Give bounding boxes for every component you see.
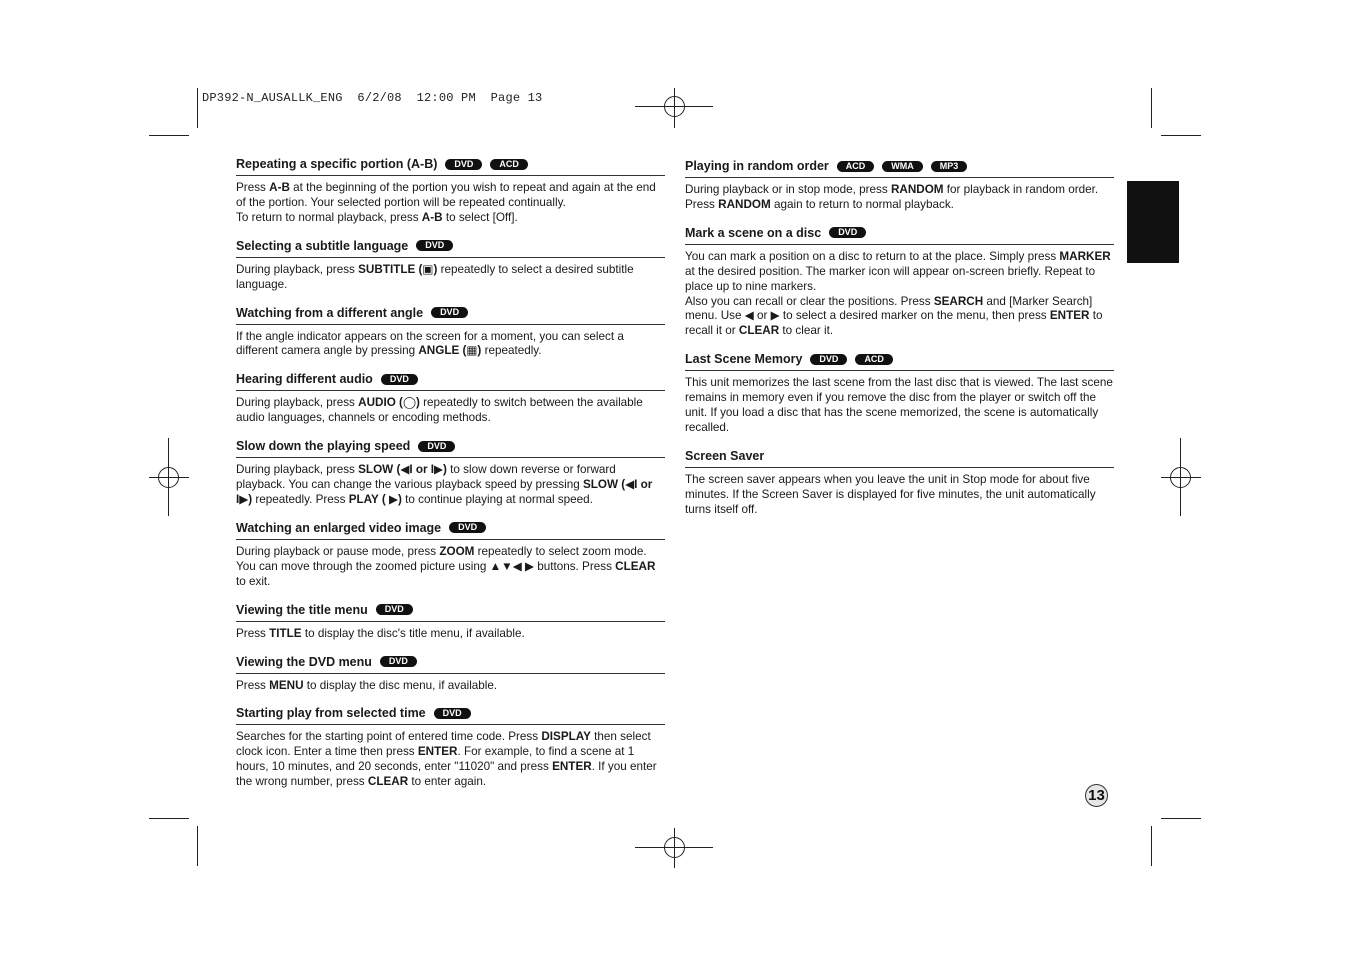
section-title: Watching from a different angle xyxy=(236,305,424,320)
section xyxy=(236,439,665,508)
section-heading xyxy=(685,159,1114,178)
disc-type-badge: DVD xyxy=(418,441,455,452)
section xyxy=(236,706,665,790)
section-body: During playback or pause mode, press ZOOM repeatedly to select zoom mode. You can move through the zoomed picture using ▲▼◀ ▶ buttons. Press CLEAR to exit. xyxy=(236,544,656,588)
section-title: Viewing the DVD menu xyxy=(236,654,372,669)
section xyxy=(685,449,1114,518)
chapter-tab xyxy=(1127,181,1179,263)
section xyxy=(236,603,665,642)
section xyxy=(236,521,665,590)
disc-type-badge: ACD xyxy=(855,354,893,365)
section-heading xyxy=(685,449,1114,468)
disc-type-badge: WMA xyxy=(882,161,923,172)
section-heading xyxy=(236,439,665,458)
section-heading xyxy=(685,226,1114,245)
section-title: Playing in random order xyxy=(685,159,829,173)
section-heading xyxy=(236,306,665,325)
section-body: Press MENU to display the disc menu, if available. xyxy=(236,678,498,692)
section-body: During playback, press AUDIO (◯) repeatedly to switch between the available audio languages, channels or encoding methods. xyxy=(236,396,643,425)
disc-type-badge: DVD xyxy=(381,374,418,385)
section-body: Press TITLE to display the disc's title menu, if available. xyxy=(236,626,525,640)
section-heading xyxy=(236,372,665,391)
left-column xyxy=(236,157,665,803)
disc-type-badge: DVD xyxy=(449,522,486,533)
section-title: Selecting a subtitle language xyxy=(236,238,409,253)
disc-type-badge: DVD xyxy=(376,604,413,615)
disc-type-badge: DVD xyxy=(416,240,453,251)
section xyxy=(236,157,665,226)
section xyxy=(685,352,1114,436)
section-title: Watching an enlarged video image xyxy=(236,520,442,535)
section-body: You can mark a position on a disc to return to at the place. Simply press MARKER at the desired position. The marker icon will appear on-screen briefly. Repeat to place up to nine markers. Also you can recall or clear the positions. Press SEARCH and [Marker Search] menu. Use ◀ or ▶ to select a desired marker on the menu, then press ENTER to recall it or CLEAR to clear it. xyxy=(685,249,1111,338)
section-title: Last Scene Memory xyxy=(685,352,803,367)
section-heading xyxy=(685,352,1114,371)
section-body: This unit memorizes the last scene from the last disc that is viewed. The last scene remains in memory even if you remove the disc from the player or switch off the unit. If you load a disc that has the scene memorized, the scene is automatically recalled. xyxy=(685,376,1113,434)
disc-type-badge: ACD xyxy=(490,159,528,170)
disc-type-badge: ACD xyxy=(837,161,875,172)
section-title: Viewing the title menu xyxy=(236,602,368,617)
print-slug-line: DP392-N_AUSALLK_ENG 6/2/08 12:00 PM Page 13 xyxy=(202,91,543,105)
section-body: Press A-B at the beginning of the portion you wish to repeat and again at the end of the portion. Your selected portion will be repeated continually. To return to normal playback, press A-B to select [Off]. xyxy=(236,181,656,224)
right-column xyxy=(685,159,1114,531)
disc-type-badge: DVD xyxy=(829,227,866,238)
section xyxy=(685,226,1114,339)
section-body: The screen saver appears when you leave the unit in Stop mode for about five minutes. If the Screen Saver is displayed for five minutes, the unit automatically turns itself off. xyxy=(685,472,1096,516)
section xyxy=(236,239,665,293)
section-body: During playback, press SUBTITLE (▣) repeatedly to select a desired subtitle language. xyxy=(236,262,634,291)
disc-type-badge: DVD xyxy=(810,354,847,365)
section-title: Slow down the playing speed xyxy=(236,439,411,454)
section-title: Screen Saver xyxy=(685,448,765,463)
section-body: During playback or in stop mode, press RANDOM for playback in random order. Press RANDOM again to return to normal playback. xyxy=(685,183,1099,211)
section-heading xyxy=(236,655,665,674)
section-body: If the angle indicator appears on the screen for a moment, you can select a different camera angle by pressing ANGLE (▦) repeatedly. xyxy=(236,329,624,358)
disc-type-badge: DVD xyxy=(380,656,417,667)
section-title: Hearing different audio xyxy=(236,372,373,387)
disc-type-badge: DVD xyxy=(445,159,482,170)
section-title: Starting play from selected time xyxy=(236,706,426,721)
section xyxy=(236,372,665,426)
section-heading xyxy=(236,603,665,622)
disc-type-badge: DVD xyxy=(431,307,468,318)
disc-type-badge: DVD xyxy=(434,708,471,719)
section xyxy=(236,655,665,694)
section-heading xyxy=(236,521,665,540)
section-body: During playback, press SLOW (◀I or I▶) to slow down reverse or forward playback. You can change the various playback speed by pressing SLOW (◀I or I▶) repeatedly. Press PLAY ( ▶) to continue playing at normal speed. xyxy=(236,463,653,506)
section-body: Searches for the starting point of entered time code. Press DISPLAY then select clock icon. Enter a time then press ENTER. For example, to find a scene at 1 hours, 10 minutes, and 20 seconds, enter "11020" and press ENTER. If you enter the wrong number, press CLEAR to enter again. xyxy=(236,730,657,789)
section-heading xyxy=(236,157,665,176)
section-heading xyxy=(236,706,665,725)
section-title: Repeating a specific portion (A-B) xyxy=(236,157,438,171)
section xyxy=(236,306,665,360)
disc-type-badge: MP3 xyxy=(931,161,968,172)
section-heading xyxy=(236,239,665,258)
page-number: 13 xyxy=(1085,784,1108,807)
section-title: Mark a scene on a disc xyxy=(685,225,822,240)
section xyxy=(685,159,1114,213)
